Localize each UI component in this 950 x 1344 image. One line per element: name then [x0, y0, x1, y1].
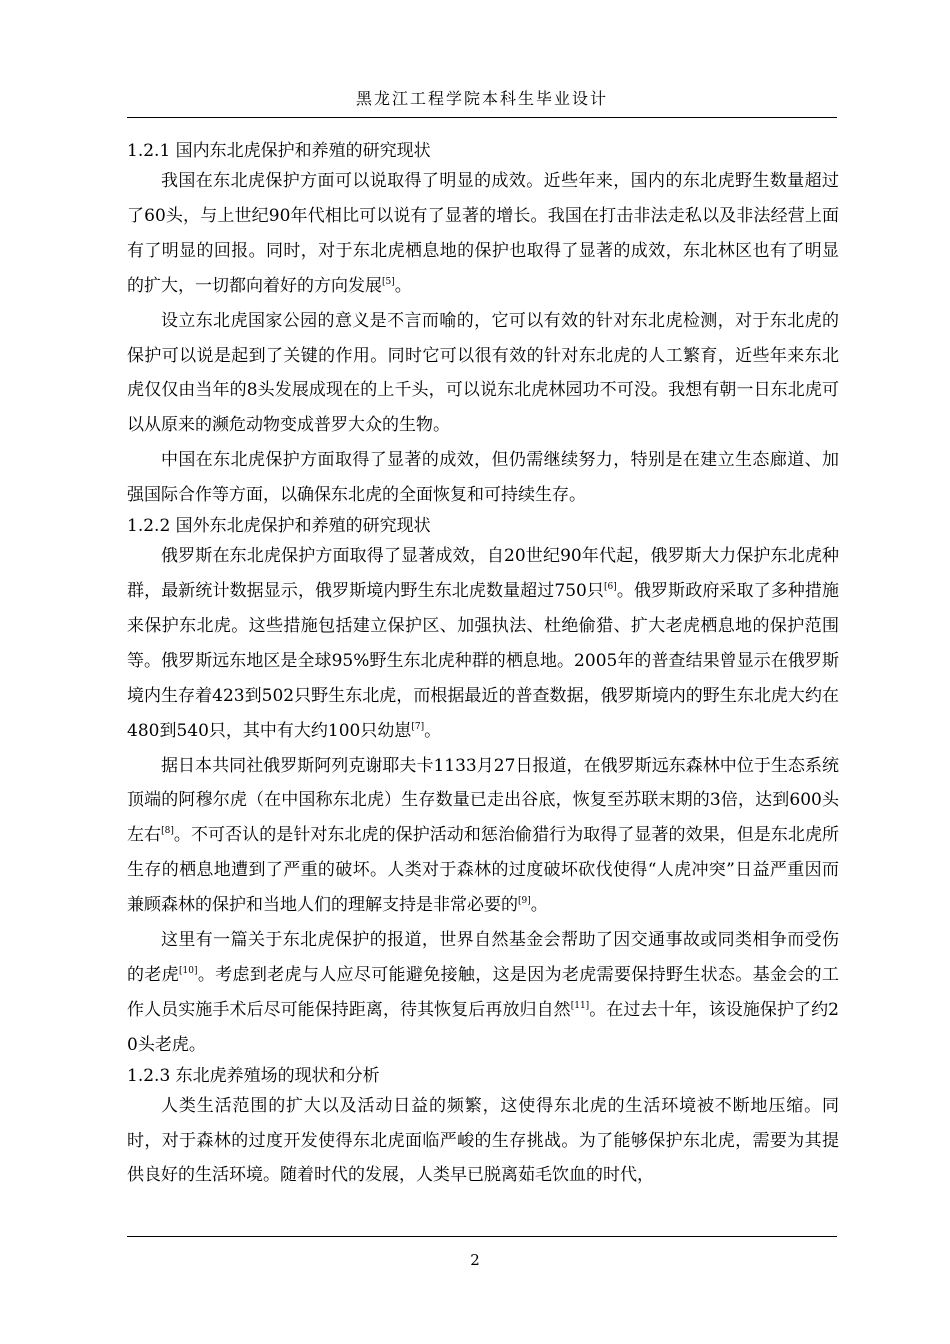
paragraph: 这里有一篇关于东北虎保护的报道，世界自然基金会帮助了因交通事故或同类相争而受伤的老虎[10]。考虑到老虎与人应尽可能避免接触，这是因为老虎需要保持野生状态。基金会的工作人员实施手术后尽可能保持距离，待其恢复后再放归自然[11]。在过去十年，该设施保护了约20头老虎。: [127, 930, 840, 1055]
paragraph: 设立东北虎国家公园的意义是不言而喻的，它可以有效的针对东北虎检测，对于东北虎的保护可以说是起到了关键的作用。同时它可以很有效的针对东北虎的人工繁育，近些年来东北虎仅仅由当年的8头发展成现在的上千头，可以说东北虎林园功不可没。我想有朝一日东北虎可以从原来的濒危动物变成普罗大众的生物。: [127, 310, 839, 436]
section-heading-1-2-3: 1.2.3 东北虎养殖场的现状和分析: [127, 1065, 380, 1086]
paragraph: 中国在东北虎保护方面取得了显著的成效，但仍需继续努力，特别是在建立生态廊道、加强国际合作等方面，以确保东北虎的全面恢复和可持续生存。: [127, 450, 839, 506]
section-heading-1-2-1: 1.2.1 国内东北虎保护和养殖的研究现状: [127, 141, 431, 161]
paragraph: 据日本共同社俄罗斯阿列克谢耶夫卡1133月27日报道，在俄罗斯远东森林中位于生态系统顶端的阿穆尔虎（在中国称东北虎）生存数量已走出谷底，恢复至苏联末期的3倍，达到600头左右[8]。不可否认的是针对东北虎的保护活动和惩治偷猎行为取得了显著的效果，但是东北虎所生存的栖息地遭到了严重的破坏。人类对于森林的过度破坏砍伐使得“人虎冲突”日益严重因而兼顾森林的保护和当地人们的理解支持是非常必要的[9]。: [127, 755, 840, 916]
document-body: [127, 138, 839, 1193]
paragraph: 俄罗斯在东北虎保护方面取得了显著成效，自20世纪90年代起，俄罗斯大力保护东北虎种群，最新统计数据显示，俄罗斯境内野生东北虎数量超过750只[6]。俄罗斯政府采取了多种措施来保护东北虎。这些措施包括建立保护区、加强执法、杜绝偷猎、扩大老虎栖息地的保护范围等。俄罗斯远东地区是全球95%野生东北虎种群的栖息地。2005年的普查结果曾显示在俄罗斯境内生存着423到502只野生东北虎，而根据最近的普查数据，俄罗斯境内的野生东北虎大约在480到540只，其中有大约100只幼崽[7]。: [127, 546, 839, 741]
paragraph: 人类生活范围的扩大以及活动日益的频繁，这使得东北虎的生活环境被不断地压缩。同时，对于森林的过度开发使得东北虎面临严峻的生存挑战。为了能够保护东北虎，需要为其提供良好的生活环境。随着时代的发展，人类早已脱离茹毛饮血的时代，: [127, 1095, 839, 1186]
footer-divider: [127, 1236, 837, 1237]
section-heading-1-2-2: 1.2.2 国外东北虎保护和养殖的研究现状: [127, 516, 431, 537]
page-header: 黑龙江工程学院本科生毕业设计: [127, 86, 837, 118]
paragraph: 我国在东北虎保护方面可以说取得了明显的成效。近些年来，国内的东北虎野生数量超过了60头，与上世纪90年代相比可以说有了显著的增长。我国在打击非法走私以及非法经营上面有了明显的回报。同时，对于东北虎栖息地的保护也取得了显著的成效，东北林区也有了明显的扩大，一切都向着好的方向发展[5]。: [127, 171, 839, 296]
page-number: 2: [470, 1251, 480, 1269]
